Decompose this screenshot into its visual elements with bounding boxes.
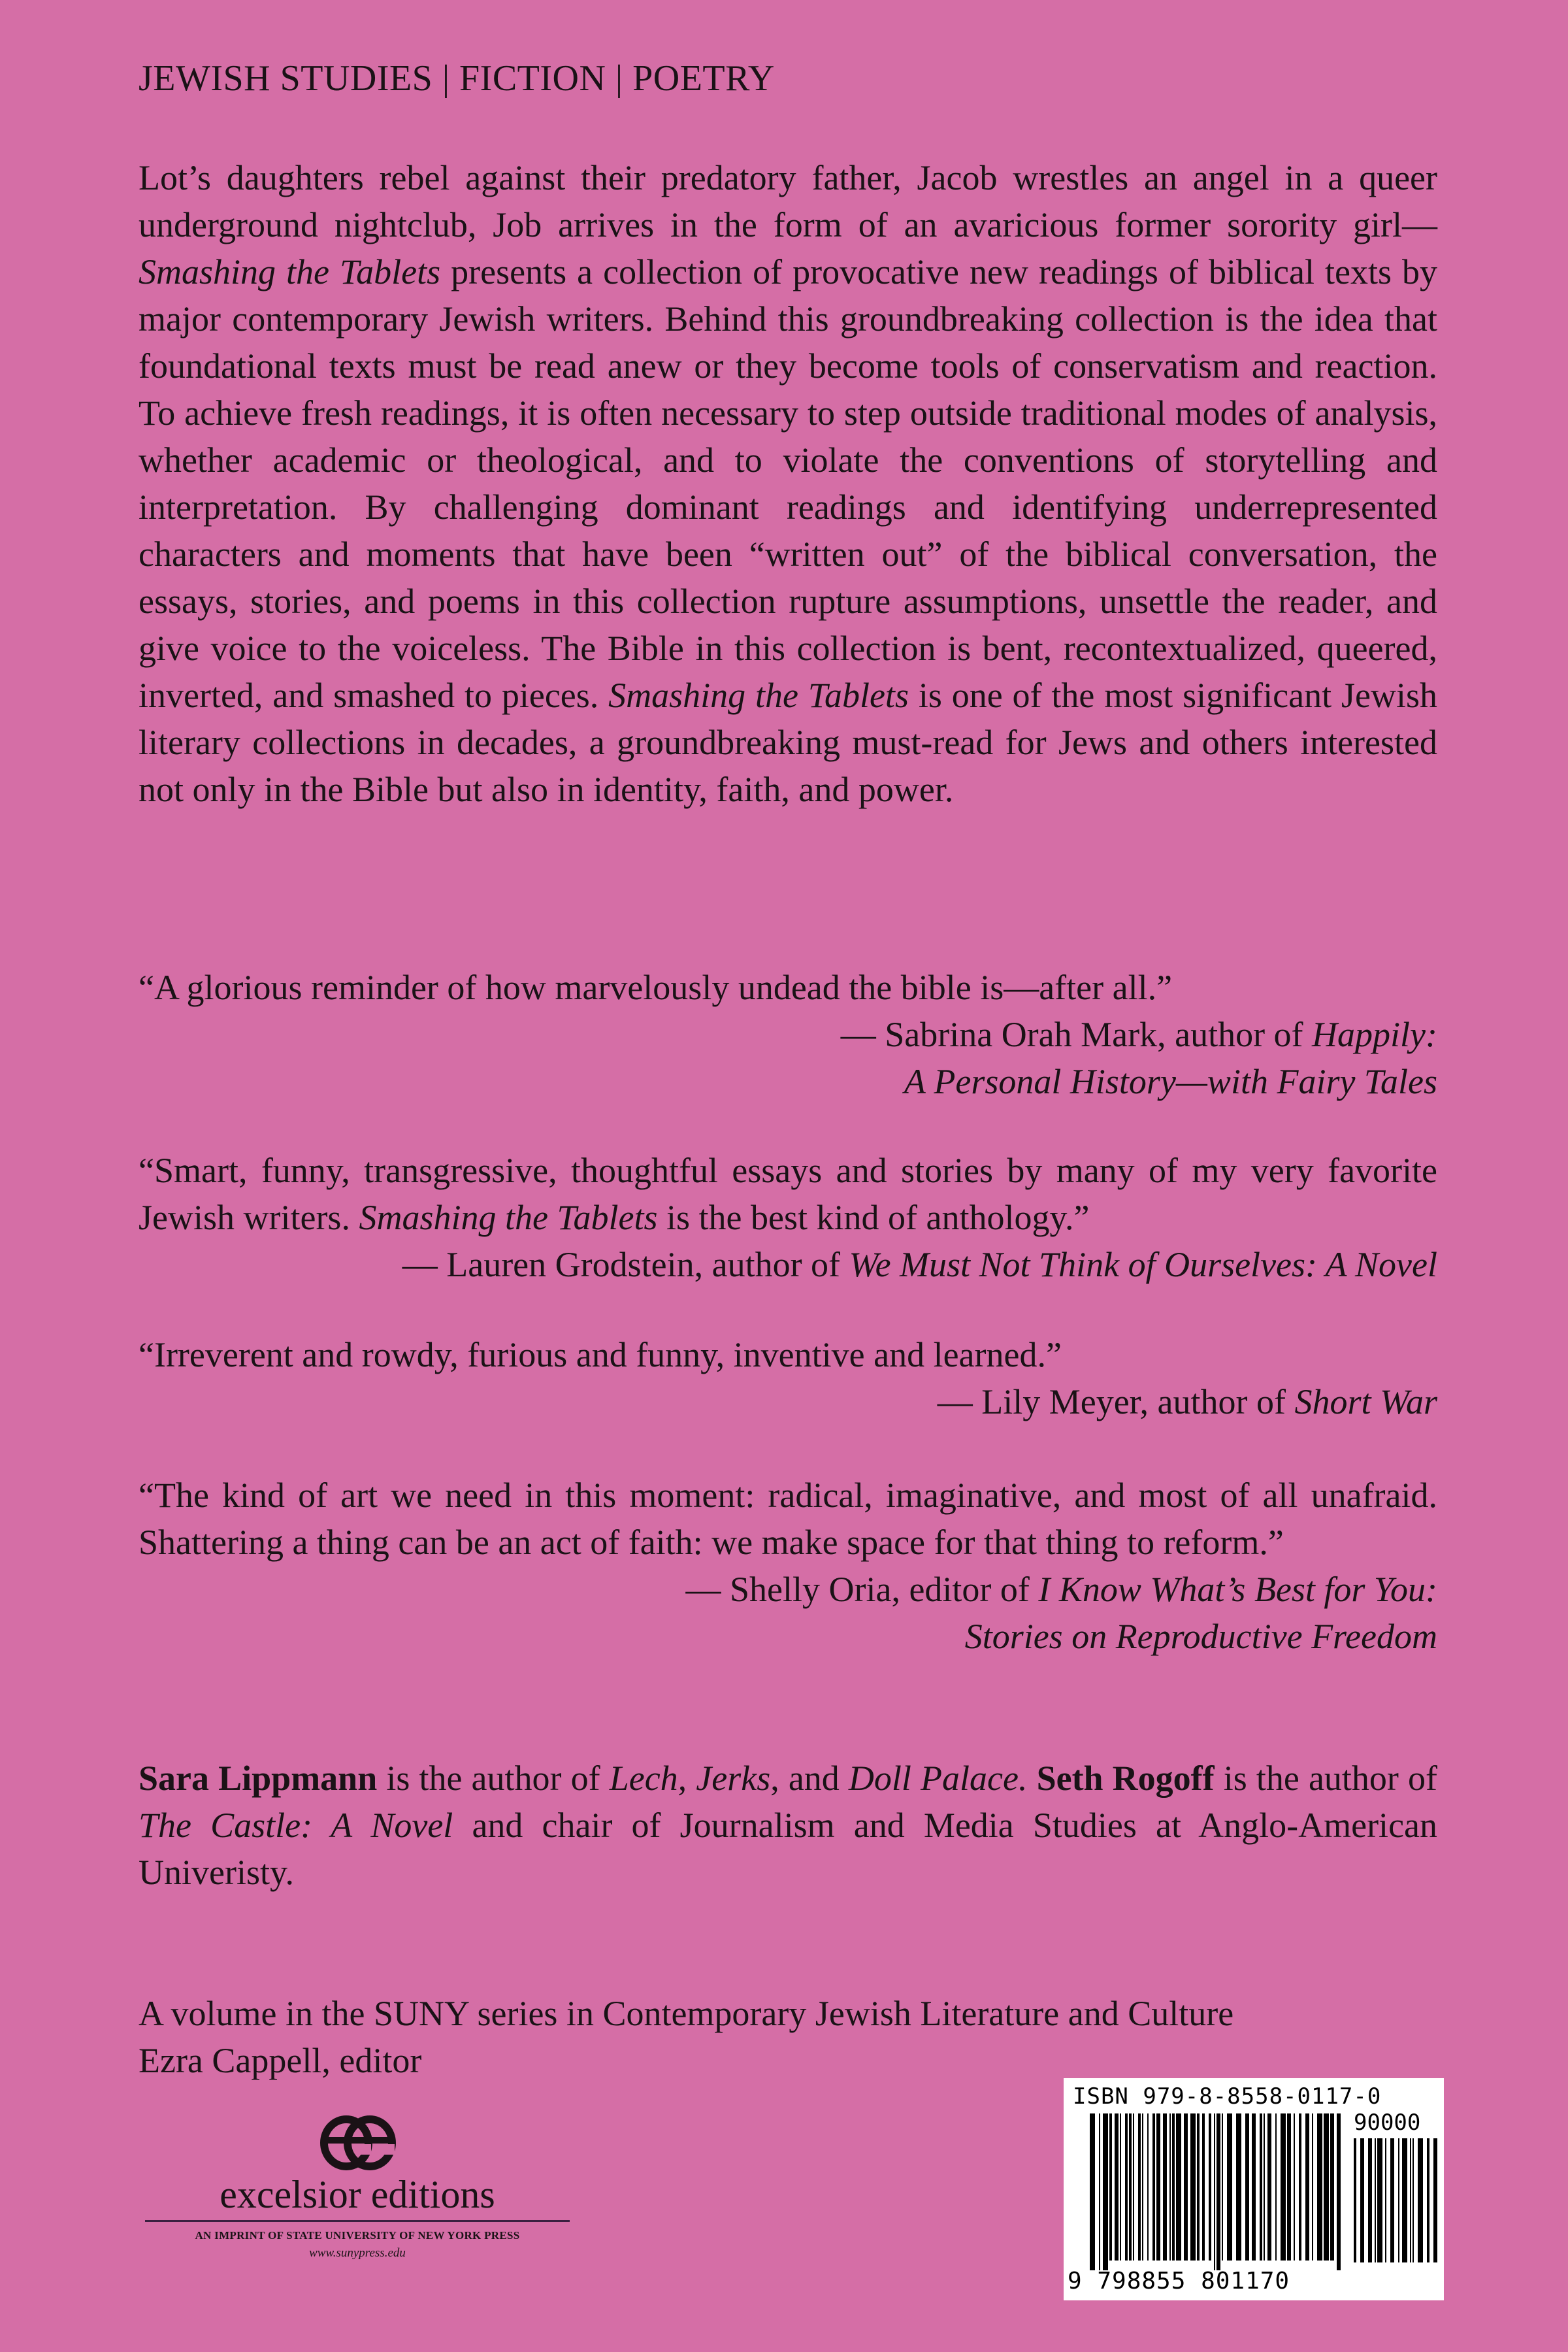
bio-text-3: is the author of xyxy=(1214,1759,1438,1798)
barcode-bar xyxy=(1317,2113,1322,2261)
barcode-addon-bars xyxy=(1354,2138,1439,2269)
quote-text: “The kind of art we need in this moment: radical, imaginative, and most of all unafraid. Shattering a thing can be an act of faith: we make space for that thing to reform.” xyxy=(139,1476,1437,1562)
barcode-bar xyxy=(1402,2138,1407,2262)
barcode-bar xyxy=(1354,2138,1356,2262)
attribution-work: I Know What’s Best for You: xyxy=(1038,1570,1437,1609)
quote-text-a: “Smart, funny, transgressive, thoughtful essays and stories by many of my very favorite Jewish writers. xyxy=(139,1151,1437,1237)
barcode-bar xyxy=(1260,2113,1262,2261)
barcode-bar xyxy=(1142,2113,1143,2261)
barcode-bar xyxy=(1184,2113,1188,2261)
barcode-bar xyxy=(1099,2113,1100,2270)
barcode-bar xyxy=(1133,2113,1134,2261)
barcode-bar xyxy=(1360,2138,1364,2262)
quote-attribution xyxy=(139,1241,1437,1288)
barcode-bar xyxy=(1312,2113,1313,2261)
bio-text-2: , and xyxy=(770,1759,849,1798)
series-line: A volume in the SUNY series in Contemporary Jewish Literature and Culture xyxy=(139,1994,1234,2033)
description-text-2: presents a collection of provocative new readings of biblical texts by major contemporary Jewish writers. Behind this groundbreaking collection is the idea that foundational texts must be read anew or they become tools of conservatism and reaction. To achieve fresh readings, it is often necessary to step outside traditional modes of analysis, whether academic or theological, and to violate the conventions of storytelling and interpretation. By challenging dominant readings and identifying underrepresented characters and moments that have been “written out” of the biblical conversation, the essays, stories, and poems in this collection rupture assumptions, unsettle the reader, and give voice to the voiceless. The Bible in this collection is bent, recontextualized, queered, inverted, and smashed to pieces. xyxy=(139,252,1437,715)
barcode-bar xyxy=(1368,2138,1372,2262)
series-editor: Ezra Cappell, editor xyxy=(139,2041,422,2080)
quote-attribution-cont xyxy=(139,1058,1437,1105)
bio-text-1: is the author of xyxy=(377,1759,610,1798)
barcode-bar xyxy=(1330,2113,1334,2261)
attribution-name: — Sabrina Orah Mark, author of xyxy=(840,1015,1313,1054)
category-line: JEWISH STUDIES | FICTION | POETRY xyxy=(139,58,775,99)
blurb-quote-meyer xyxy=(139,1331,1437,1425)
barcode-bar xyxy=(1245,2113,1249,2261)
blurb-quote-grodstein xyxy=(139,1147,1437,1288)
barcode-bar xyxy=(1227,2113,1232,2261)
attribution-work: Short War xyxy=(1294,1382,1437,1421)
isbn-barcode xyxy=(1064,2078,1444,2300)
barcode-bar xyxy=(1337,2113,1341,2270)
barcode-bar xyxy=(1305,2113,1309,2261)
barcode-bar xyxy=(1252,2113,1256,2261)
bio-book-1: Lech, Jerks xyxy=(609,1759,771,1798)
barcode-bar xyxy=(1294,2113,1295,2261)
attribution-name: — Lily Meyer, author of xyxy=(937,1382,1295,1421)
barcode-bar xyxy=(1324,2113,1329,2261)
barcode-bar xyxy=(1398,2138,1399,2262)
attribution-work-cont: A Personal History—with Fairy Tales xyxy=(904,1062,1437,1101)
attribution-work-cont: Stories on Reproductive Freedom xyxy=(964,1617,1437,1656)
barcode-bar xyxy=(1236,2113,1241,2261)
barcode-bar xyxy=(1197,2113,1200,2261)
description-title-2: Smashing the Tablets xyxy=(608,676,909,715)
quote-text: “Irreverent and rowdy, furious and funny, inventive and learned.” xyxy=(139,1335,1062,1374)
barcode-bar xyxy=(1267,2113,1271,2261)
publisher-url: www.sunypress.edu xyxy=(309,2246,406,2260)
barcode-bar xyxy=(1169,2113,1171,2261)
barcode-bar xyxy=(1147,2113,1149,2261)
bio-book-2: Doll Palace. xyxy=(848,1759,1028,1798)
publisher-logo xyxy=(145,2108,570,2264)
editor-name-1: Sara Lippmann xyxy=(139,1759,378,1798)
barcode-bar xyxy=(1264,2113,1265,2261)
barcode-bar xyxy=(1172,2113,1175,2261)
logo-divider xyxy=(145,2220,570,2222)
quote-attribution-cont xyxy=(139,1613,1437,1660)
barcode-bar xyxy=(1209,2113,1211,2261)
barcode-bar xyxy=(1413,2138,1414,2262)
barcode-bar xyxy=(1190,2113,1196,2261)
barcode-bar xyxy=(1418,2138,1423,2262)
quote-text-title: Smashing the Tablets xyxy=(359,1198,658,1237)
barcode-bar xyxy=(1287,2113,1291,2261)
barcode-bar xyxy=(1103,2113,1108,2270)
barcode-bar xyxy=(1385,2138,1386,2262)
barcode-bar xyxy=(1090,2113,1095,2270)
editor-name-2: Seth Rogoff xyxy=(1036,1759,1215,1798)
barcode-bar xyxy=(1109,2113,1112,2261)
barcode-bar xyxy=(1390,2138,1394,2262)
quote-attribution xyxy=(139,1011,1437,1058)
barcode-bar xyxy=(1129,2113,1132,2261)
barcode-bar xyxy=(1125,2113,1128,2261)
barcode-bar xyxy=(1163,2113,1167,2261)
description-title-1: Smashing the Tablets xyxy=(139,252,441,291)
quote-attribution xyxy=(139,1566,1437,1613)
barcode-bar xyxy=(1217,2113,1220,2270)
barcode-bar xyxy=(1275,2113,1277,2261)
barcode-bar xyxy=(1222,2113,1223,2261)
barcode-bar xyxy=(1138,2113,1141,2261)
barcode-bar xyxy=(1375,2138,1376,2262)
blurb-quote-oria xyxy=(139,1472,1437,1660)
barcode-bar xyxy=(1281,2113,1286,2261)
barcode-bar xyxy=(1202,2113,1205,2261)
description-text-1: Lot’s daughters rebel against their predatory father, Jacob wrestles an angel in a queer underground nightclub, Job arrives in the form of an avaricious former sorority girl— xyxy=(139,158,1437,244)
editor-bios xyxy=(139,1755,1437,1896)
bio-text-4: and chair of Journalism and Media Studies at Anglo-American Univeristy. xyxy=(139,1806,1437,1892)
barcode-bar xyxy=(1299,2113,1301,2261)
blurb-quote-mark xyxy=(139,964,1437,1105)
attribution-name: — Lauren Grodstein, author of xyxy=(402,1245,849,1284)
barcode-bar xyxy=(1377,2138,1382,2262)
barcode-bars xyxy=(1090,2113,1345,2270)
price-code: 90000 xyxy=(1354,2110,1421,2136)
back-cover xyxy=(139,0,1437,2352)
quote-attribution xyxy=(139,1378,1437,1425)
bio-book-3: The Castle: A Novel xyxy=(139,1806,453,1845)
barcode-digits: 9 798855 801170 xyxy=(1068,2268,1290,2294)
attribution-work: We Must Not Think of Ourselves: A Novel xyxy=(849,1245,1437,1284)
quote-text xyxy=(139,1147,1437,1241)
quote-text: “A glorious reminder of how marvelously undead the bible is—after all.” xyxy=(139,968,1173,1007)
barcode-bar xyxy=(1120,2113,1121,2261)
isbn-number: ISBN 979-8-8558-0117-0 xyxy=(1073,2083,1382,2110)
publisher-imprint: AN IMPRINT OF STATE UNIVERSITY OF NEW YORK PRESS xyxy=(195,2229,520,2242)
quote-text-b: is the best kind of anthology.” xyxy=(657,1198,1090,1237)
book-description xyxy=(139,154,1437,813)
barcode-bar xyxy=(1176,2113,1181,2261)
barcode-bar xyxy=(1214,2113,1215,2270)
barcode-bar xyxy=(1427,2138,1429,2262)
barcode-bar xyxy=(1115,2113,1119,2261)
description-text-3: is one of the most significant Jewish literary collections in decades, a groundbreaking must-read for Jews and others interested not only in the Bible but also in identity, faith, and power. xyxy=(139,676,1437,809)
publisher-name: excelsior editions xyxy=(220,2173,495,2216)
series-note xyxy=(139,1990,1437,2084)
barcode-bar xyxy=(1433,2138,1437,2262)
attribution-work: Happily: xyxy=(1312,1015,1437,1054)
attribution-name: — Shelly Oria, editor of xyxy=(685,1570,1039,1609)
barcode-bar xyxy=(1410,2138,1411,2262)
barcode-bar xyxy=(1156,2113,1160,2261)
barcode-bar xyxy=(1152,2113,1155,2261)
ee-monogram-icon xyxy=(315,2108,400,2173)
